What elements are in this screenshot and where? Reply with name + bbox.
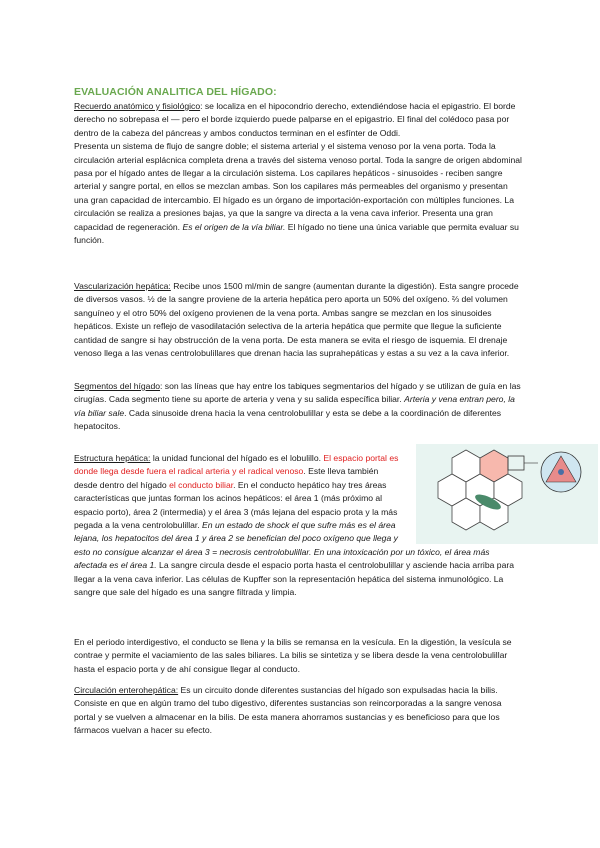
section-enterohepatica <box>74 684 522 738</box>
segmentos-paragraph <box>74 380 522 434</box>
document-title: EVALUACIÓN ANALITICA DEL HÍGADO: <box>74 86 277 98</box>
segmentos-heading: Segmentos del hígado <box>74 381 161 391</box>
recuerdo-paragraph-1 <box>74 100 522 140</box>
estructura-text-italic: En un estado de shock el que sufre más es el área lejana, los hepatocitos del área 1 y área 2 se benefician del poco oxígeno que llega y esto no consigue alcanzar el área 3 = necrosis centrolobulillar. En una intoxicación por un tóxico, el área más afectada es el área 1. <box>74 520 490 571</box>
vascular-heading: Vascularización hepática: <box>74 281 171 291</box>
estructura-heading: Estructura hepática: <box>74 453 151 463</box>
estructura-text-c: . En el conducto hepático hay tres áreas características que juntas forman los acinos hepáticos: el área 1 (más próximo al espacio porto), área 2 (intermedia) y el área 3 (más lejana del espacio prota y la más pegada a la vena centrolobulillar. <box>74 479 398 531</box>
vascular-text: Recibe unos 1500 ml/min de sangre (aumentan durante la digestión). Esta sangre procede de diversos vasos. ½ de la sangre proviene de la arteria hepática pero aporta un 50% del oxígeno. ⅔ del volumen sanguíneo y el otro 50% del oxígeno provienen de la vena porta. Ambas sangre se mezclan en los sinusoides hepáticos. Existe un reflejo de vasodilatación selectiva de la arteria hepática que permite que llegue la suficiente cantidad de sangre si hay obstrucción de la vena porta. De esta manera se evita el riesgo de isquemia. El drenaje venoso llega a las venas centrolobulillares que drenan hacia las suprahepáticas y estas a su vez a la cava inferior. <box>74 281 519 359</box>
estructura-text-red-1: El espacio portal es donde llega desde fuera el radical arteria y el radical venoso <box>74 453 399 477</box>
section-vascularizacion <box>74 280 522 360</box>
liver-lobule-figure <box>416 444 598 544</box>
estructura-text-b: . Este lleva también desde dentro del hígado <box>74 466 379 490</box>
recuerdo-text-2a: Presenta un sistema de flujo de sangre doble; el sistema arterial y el sistema venoso por la vena porta. Toda la circulación arterial esplácnica completa drena a través del sistema venoso portal. Toda la sangre de origen abdominal pasa por el hígado antes de llegar a la circulación sistema. Los capilares hepáticos - sinusoides - reciben sangre arterial y sangre portal, en ellos se mezclan ambas. Son los capilares más permeables del organismo y presentan una gran capacidad de intercambio. El hígado es un órgano de importación-exportación con múltiples funciones. La circulación se realiza a presiones bajas, ya que la sangre va directa a la vena cava inferior. Presenta una gran capacidad de regeneración. <box>74 141 522 232</box>
portal-vessel <box>558 469 564 475</box>
section-interdigestivo <box>74 636 522 676</box>
recuerdo-text-italic: Es el origen de la vía biliar. <box>182 221 286 232</box>
recuerdo-paragraph-2 <box>74 140 522 247</box>
segmentos-text-b: . Cada sinusoide drena hacia la vena centrolobulillar y esta se debe a la coordinación de diferentes hepatocitos. <box>74 407 502 432</box>
recuerdo-heading: Recuerdo anatómico y fisiológico <box>74 101 201 111</box>
lobule-diagram <box>416 444 598 544</box>
enterohepatica-heading: Circulación enterohepática: <box>74 685 179 695</box>
estructura-text-a: la unidad funcional del hígado es el lobulillo. <box>150 453 324 463</box>
interdigestivo-paragraph: En el periodo interdigestivo, el conducto se llena y la bilis se remansa en la vesícula. En la digestión, la vesícula se contrae y permite el vaciamiento de las sales biliares. La bilis se sintetiza y se libera desde la vena centrolobulillar hasta el espacio porta y de ahí consigue llegar al conducto. <box>74 637 512 674</box>
segmentos-text-italic: Arteria y vena entran pero, la vía biliar sale <box>74 394 515 418</box>
recuerdo-text-2b: El hígado no tiene una única variable que permita evaluar su función. <box>74 221 519 246</box>
enterohepatica-paragraph <box>74 684 522 738</box>
section-segmentos <box>74 380 522 434</box>
estructura-text-d: La sangre circula desde el espacio porta hasta el centrolobulillar y asciende hacia arriba para llegar a la vena cava inferior. Las células de Kupffer son la representación hepática del sistema inmunológico. La sangre que sale del hígado es una sangre filtrada y limpia. <box>74 560 514 598</box>
section-recuerdo <box>74 100 522 247</box>
segmentos-text-a: : son las líneas que hay entre los tabiques segmentarios del hígado y se utilizan de guía en las cirugías. Cada segmento tiene su aporte de arteria y vena y su salida específica biliar. <box>74 381 521 405</box>
enterohepatica-text: Es un circuito donde diferentes sustancias del hígado son expulsadas hacia la bilis. Consiste en que en algún tramo del tubo digestivo, diferentes sustancias son reincorporadas a la sangre venosa portal y se vuelven a almacenar en la bilis. De esta manera ahorramos sustancias y es beneficioso para que los fármacos vuelvan a hacer su efecto. <box>74 685 502 736</box>
vascular-paragraph <box>74 280 522 360</box>
estructura-text-red-2: el conducto biliar <box>169 479 234 490</box>
recuerdo-text-1: : se localiza en el hipocondrio derecho, extendiéndose hacia el epigastrio. El borde derecho no sobrepasa el — pero el borde izquierdo puede palparse en el epigastrio. El final del colédoco pasa por dentro de la cabeza del páncreas y ambos conductos terminan en el esfínter de Oddi. <box>74 101 516 138</box>
